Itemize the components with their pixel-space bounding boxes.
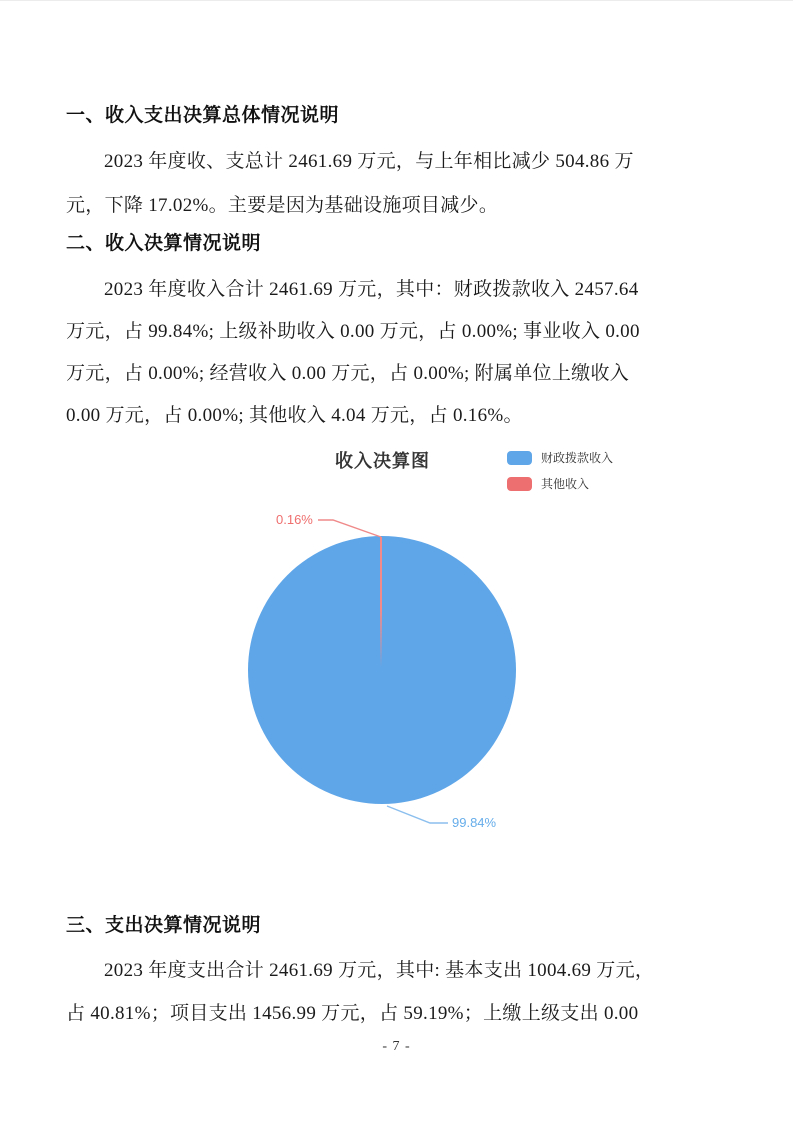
legend-item-other bbox=[507, 475, 613, 492]
section-3-line-2: 占 40.81%；项目支出 1456.99 万元，占 59.19%；上缴上级支出 0.00 bbox=[66, 1003, 639, 1024]
section-2-line-1: 2023 年度收入合计 2461.69 万元，其中：财政拨款收入 2457.64 bbox=[104, 279, 639, 300]
chart-title: 收入决算图 bbox=[335, 451, 430, 471]
section-1-line-2: 元，下降 17.02%。主要是因为基础设施项目减少。 bbox=[66, 195, 499, 216]
legend-label-other: 其他收入 bbox=[541, 477, 590, 491]
section-3-heading: 三、支出决算情况说明 bbox=[66, 915, 262, 936]
pie-label-fiscal-percent: 99.84% bbox=[452, 815, 497, 830]
section-2-line-2: 万元，占 99.84%; 上级补助收入 0.00 万元，占 0.00%; 事业收入 0.00 bbox=[66, 321, 640, 342]
section-3-line-1: 2023 年度支出合计 2461.69 万元，其中: 基本支出 1004.69 万元， bbox=[104, 960, 655, 981]
page-number: - 7 - bbox=[382, 1039, 411, 1054]
section-2-heading: 二、收入决算情况说明 bbox=[66, 233, 262, 254]
pie-slice-other bbox=[380, 537, 382, 667]
section-2-line-3: 万元，占 0.00%; 经营收入 0.00 万元，占 0.00%; 附属单位上缴收入 bbox=[66, 363, 630, 384]
legend-label-fiscal: 财政拨款收入 bbox=[541, 451, 614, 465]
pie-slice-fiscal bbox=[248, 536, 516, 804]
legend-swatch-other-icon bbox=[507, 477, 532, 491]
section-1-line-1: 2023 年度收、支总计 2461.69 万元，与上年相比减少 504.86 万 bbox=[104, 151, 634, 172]
legend-swatch-fiscal-icon bbox=[507, 451, 532, 465]
chart-legend bbox=[507, 449, 613, 501]
income-pie-chart bbox=[0, 441, 793, 871]
legend-item-fiscal bbox=[507, 449, 613, 466]
section-1-heading: 一、收入支出决算总体情况说明 bbox=[66, 105, 340, 126]
pie-label-other-percent: 0.16% bbox=[276, 512, 313, 527]
section-2-line-4: 0.00 万元，占 0.00%; 其他收入 4.04 万元，占 0.16%。 bbox=[66, 405, 523, 426]
